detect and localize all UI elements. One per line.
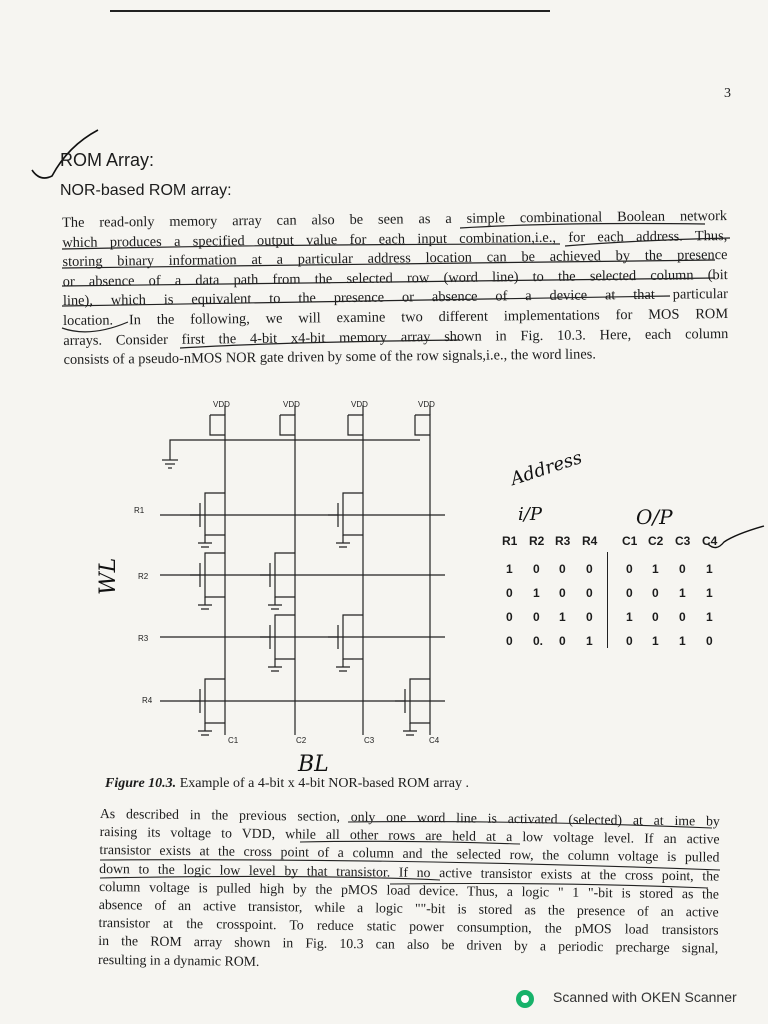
section-subheading: NOR-based ROM array:: [60, 182, 232, 199]
table-divider: [607, 552, 608, 648]
table-header: R4: [582, 534, 598, 548]
table-cell: 0: [559, 562, 566, 576]
table-cell: 1: [706, 610, 713, 624]
nor-rom-circuit-diagram: [130, 395, 460, 755]
text-line: transistor exists at the cross point of a column and the selected row, the column voltage is pulled: [99, 842, 720, 865]
text-line: in the ROM array shown in Fig. 10.3 can also be driven by a periodic precharge signal,: [98, 933, 719, 956]
handwritten-underlines-lower: [0, 800, 768, 900]
table-cell: 1: [586, 634, 593, 648]
column-label: C3: [364, 736, 375, 745]
table-header: C3: [675, 534, 691, 548]
vdd-label: VDD: [418, 400, 435, 409]
table-cell: 1: [533, 586, 540, 600]
vdd-label: VDD: [351, 400, 368, 409]
table-cell: 0: [506, 586, 513, 600]
table-cell: 0: [506, 634, 513, 648]
table-header: R3: [555, 534, 571, 548]
handwritten-output: O/P: [636, 505, 673, 529]
table-cell: 0: [586, 610, 593, 624]
text-line: absence of an active transistor, while a logic ""-bit is stored as the presence of an active: [98, 897, 719, 920]
text-line: down to the logic low level by that transistor. If no active transistor exists at the cross point, the: [99, 860, 720, 884]
table-cell: 0.: [533, 634, 544, 648]
column-label: C1: [228, 736, 239, 745]
row-label: R1: [134, 506, 145, 515]
table-header-row: [498, 534, 718, 548]
table-cell: 1: [559, 610, 566, 624]
text-line: or absence of a data path from the selected row (word line) to the selected column (bit: [62, 266, 728, 290]
vdd-label: VDD: [283, 400, 300, 409]
figure-caption: [105, 776, 469, 792]
scanner-watermark: Scanned with OKEN Scanner: [553, 989, 737, 1005]
text-line: location. In the following, we will examine two different implementations for MOS ROM: [63, 305, 729, 329]
table-cell: 0: [506, 610, 513, 624]
text-line: column voltage is pulled high by the pMOS load device. Thus, a logic " 1 "-bit is stored as the: [98, 878, 720, 902]
text-line: raising its voltage to VDD, while all other rows are held at a low voltage level. If an active: [99, 824, 720, 847]
table-cell: 0: [586, 562, 593, 576]
handwritten-address: Address: [508, 447, 585, 490]
table-cell: 1: [679, 634, 686, 648]
text-line: arrays. Consider first the 4-bit x4-bit memory array shown in Fig. 10.3. Here, each column: [63, 325, 729, 349]
table-cell: 0: [626, 562, 633, 576]
table-cell: 0: [533, 610, 540, 624]
table-cell: 0: [679, 562, 686, 576]
table-cell: 1: [706, 586, 713, 600]
table-cell: 1: [652, 562, 659, 576]
table-cell: 0: [559, 586, 566, 600]
text-line: storing binary information at a particular address location can be achieved by the presence: [62, 247, 728, 271]
handwritten-wl: WL: [96, 557, 121, 595]
handwritten-input: i/P: [518, 504, 542, 525]
table-cell: 0: [706, 634, 713, 648]
table-header: C1: [622, 534, 638, 548]
table-cell: 0: [652, 610, 659, 624]
row-label: R3: [138, 634, 149, 643]
column-label: C2: [296, 736, 307, 745]
text-line: resulting in a dynamic ROM.: [98, 951, 260, 969]
table-cell: 1: [506, 562, 513, 576]
table-header: C4: [702, 534, 718, 548]
table-cell: 0: [586, 586, 593, 600]
text-line: transistor at the crosspoint. To reduce static power consumption, the pMOS load transistors: [98, 915, 719, 938]
table-header: R1: [502, 534, 518, 548]
figure-caption-text: Example of a 4-bit x 4-bit NOR-based ROM array .: [179, 776, 469, 791]
table-cell: 1: [706, 562, 713, 576]
table-header: R2: [529, 534, 545, 548]
scanner-logo-icon: [516, 990, 534, 1008]
text-line: As described in the previous section, only one word line is activated (selected) at at ime by: [99, 805, 720, 829]
table-cell: 1: [652, 634, 659, 648]
row-label: R2: [138, 572, 149, 581]
text-line: line), which is equivalent to the presence or absence of a device at that particular: [62, 286, 728, 310]
vdd-label: VDD: [213, 400, 230, 409]
text-line: consists of a pseudo-nMOS NOR gate driven by some of the row signals,i.e., the word lines.: [63, 346, 596, 369]
figure-label: Figure 10.3.: [105, 776, 177, 791]
section-heading: ROM Array:: [60, 150, 155, 170]
handwritten-bl: BL: [298, 752, 329, 777]
text-line: The read-only memory array can also be seen as a simple combinational Boolean network: [62, 208, 728, 231]
table-cell: 0: [626, 586, 633, 600]
row-label: R4: [142, 696, 153, 705]
table-cell: 0: [679, 610, 686, 624]
table-cell: 1: [679, 586, 686, 600]
table-cell: 0: [559, 634, 566, 648]
page-number: 3: [724, 86, 731, 101]
column-label: C4: [429, 736, 440, 745]
table-cell: 1: [626, 610, 633, 624]
table-header: C2: [648, 534, 664, 548]
table-cell: 0: [533, 562, 540, 576]
table-cell: 0: [652, 586, 659, 600]
table-cell: 0: [626, 634, 633, 648]
text-line: which produces a specified output value for each input combination,i.e., for each address. Thus,: [62, 227, 728, 251]
handwritten-underlines: [0, 0, 768, 400]
